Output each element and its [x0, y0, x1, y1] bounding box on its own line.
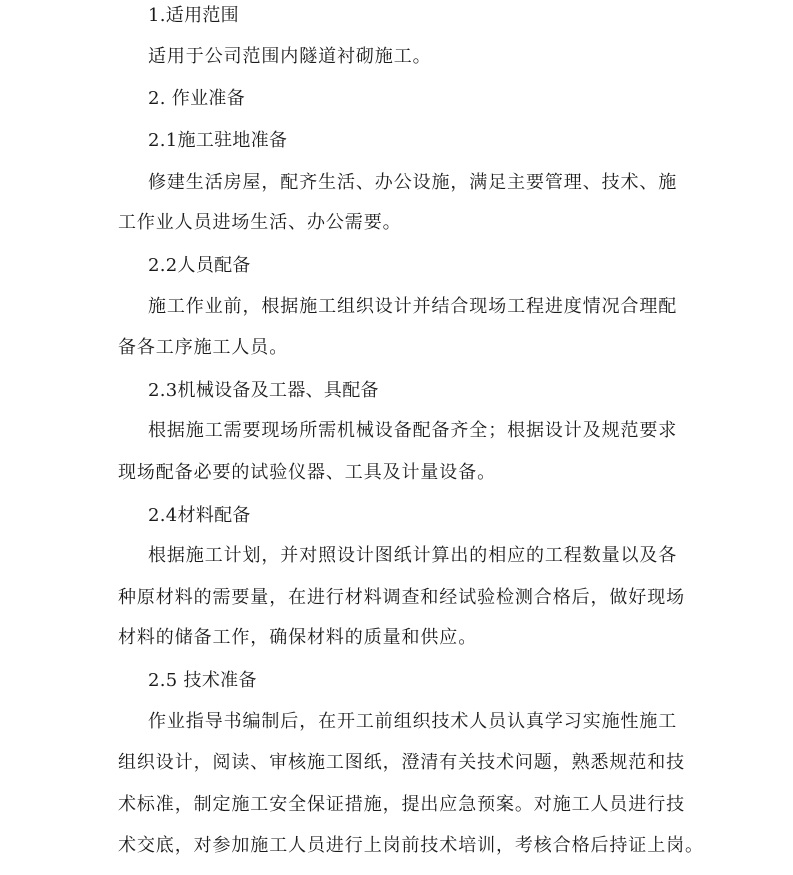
section-2-5-body-line-3: 术标准，制定施工安全保证措施，提出应急预案。对施工人员进行技	[118, 794, 685, 815]
section-2-heading: 2. 作业准备	[148, 88, 245, 109]
section-2-3-body-line-2: 现场配备必要的试验仪器、工具及计量设备。	[118, 462, 496, 483]
section-2-5-body-line-1: 作业指导书编制后，在开工前组织技术人员认真学习实施性施工	[148, 711, 678, 732]
section-2-4-body-line-2: 种原材料的需要量，在进行材料调查和经试验检测合格后，做好现场	[118, 587, 685, 608]
section-2-2-body-line-1: 施工作业前，根据施工组织设计并结合现场工程进度情况合理配	[148, 296, 678, 317]
section-2-2-heading: 2.2人员配备	[148, 255, 251, 276]
section-1-heading: 1.适用范围	[148, 5, 239, 26]
section-1-body: 适用于公司范围内隧道衬砌施工。	[148, 46, 432, 67]
section-2-4-body-line-3: 材料的储备工作，确保材料的质量和供应。	[118, 627, 478, 648]
section-2-3-body-line-1: 根据施工需要现场所需机械设备配备齐全；根据设计及规范要求	[148, 420, 678, 441]
section-2-1-body-line-1: 修建生活房屋，配齐生活、办公设施，满足主要管理、技术、施	[148, 172, 678, 193]
section-2-1-heading: 2.1施工驻地准备	[148, 130, 288, 151]
section-2-5-body-line-2: 组织设计，阅读、审核施工图纸，澄清有关技术问题，熟悉规范和技	[118, 752, 685, 773]
section-2-5-body-line-4: 术交底，对参加施工人员进行上岗前技术培训，考核合格后持证上岗。	[118, 835, 704, 856]
section-2-4-heading: 2.4材料配备	[148, 505, 251, 526]
section-2-1-body-line-2: 工作业人员进场生活、办公需要。	[118, 212, 402, 233]
section-2-3-heading: 2.3机械设备及工器、具配备	[148, 380, 379, 401]
section-2-2-body-line-2: 备各工序施工人员。	[118, 337, 289, 358]
section-2-4-body-line-1: 根据施工计划，并对照设计图纸计算出的相应的工程数量以及各	[148, 545, 678, 566]
section-2-5-heading: 2.5 技术准备	[148, 670, 257, 691]
